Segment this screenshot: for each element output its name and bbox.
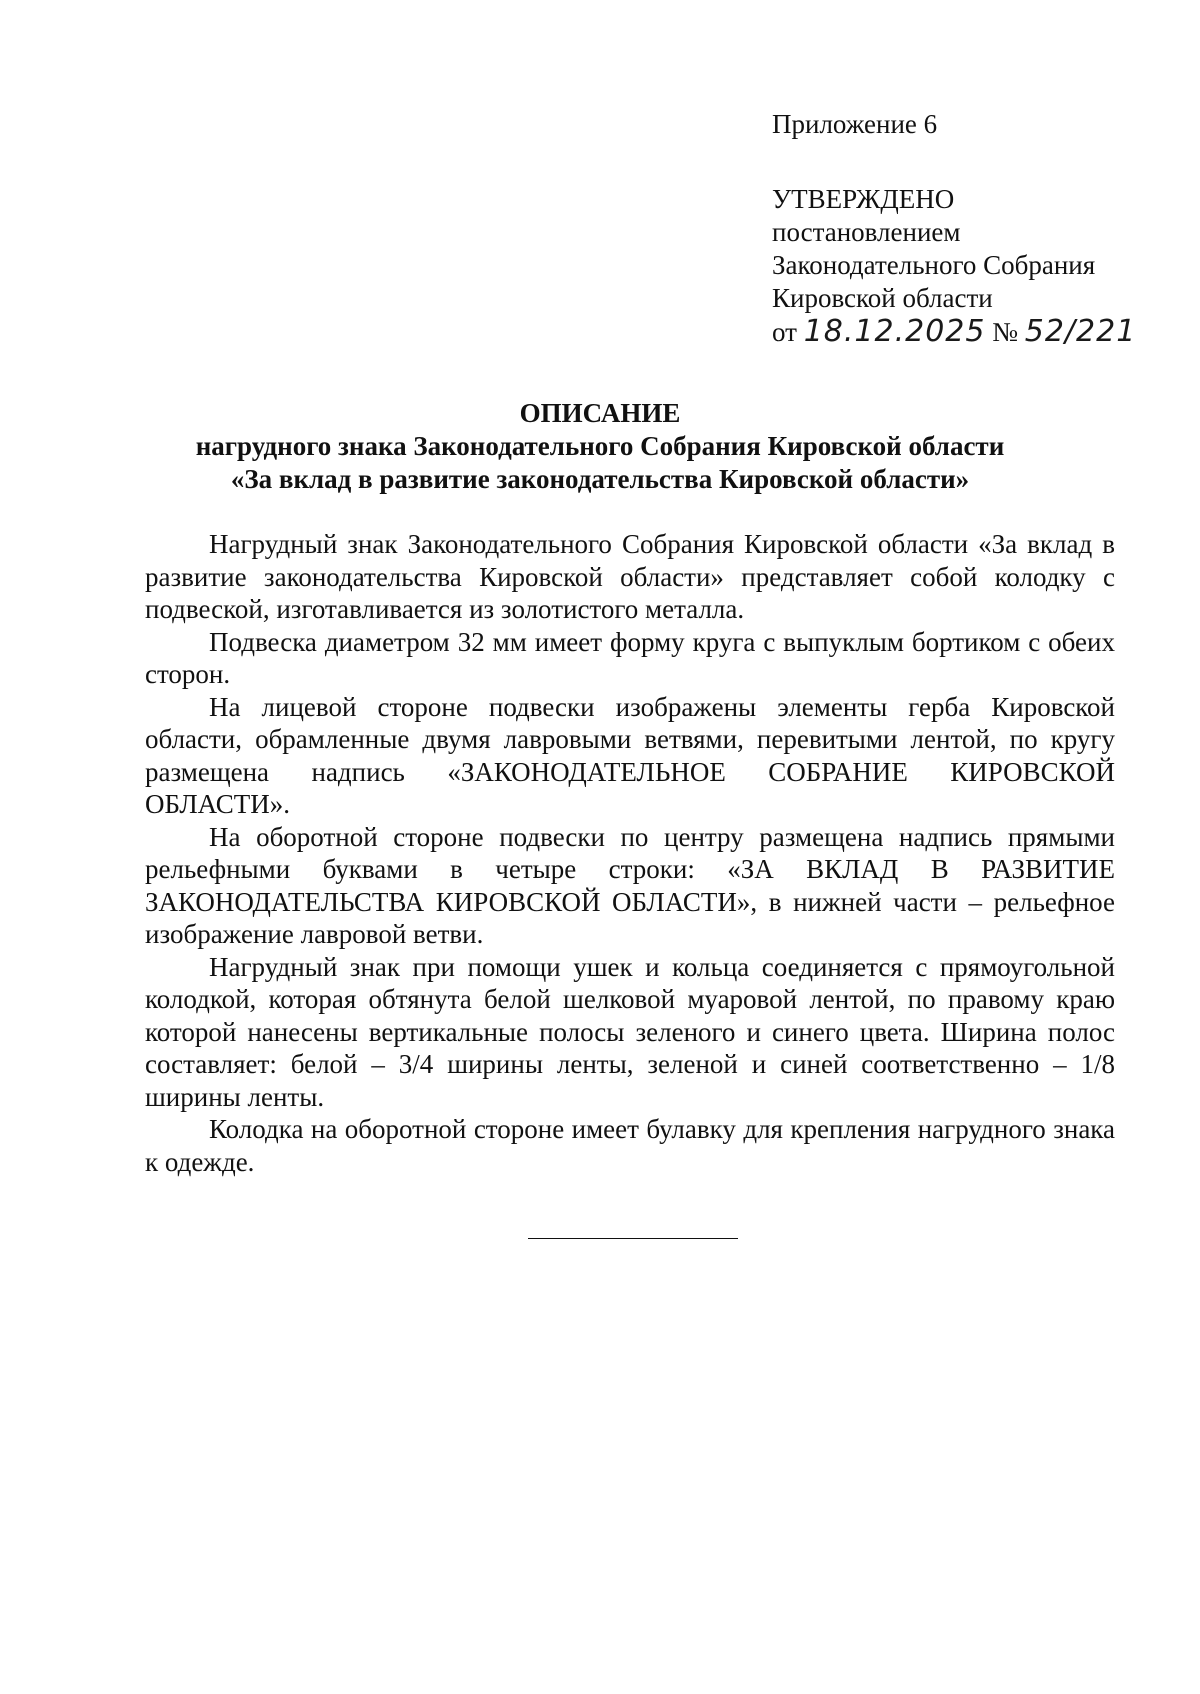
paragraph: Нагрудный знак Законодательного Собрания Кировской области «За вклад в развитие законодательства Кировской области» представляет собой колодку с подвеской, изготавливается из золотистого металла. [145, 529, 1115, 624]
number-label: № [992, 317, 1018, 347]
title-heading: ОПИСАНИЕ [519, 398, 681, 428]
paragraph: На оборотной стороне подвески по центру размещена надпись прямыми рельефными буквами в четыре строки: «ЗА ВКЛАД В РАЗВИТИЕ ЗАКОНОДАТЕЛЬСТВА КИРОВСКОЙ ОБЛАСТИ», в нижней части – рельефное изображение лавровой ветви. [145, 821, 1115, 949]
paragraph: Подвеска диаметром 32 мм имеет форму круга с выпуклым бортиком с обеих сторон. [145, 626, 1115, 689]
approval-line-resolution: постановлением [772, 217, 961, 247]
approval-date-line [772, 315, 1172, 349]
annex-label: Приложение 6 [772, 109, 938, 139]
approval-line-region: Кировской области [772, 283, 993, 313]
from-label: от [772, 317, 797, 347]
paragraph: Колодка на оборотной стороне имеет булавку для крепления нагрудного знака к одежде. [145, 1114, 1115, 1177]
handwritten-number: 52/221 [1024, 314, 1137, 349]
title-subtitle-2: «За вклад в развитие законодательства Кировской области» [230, 464, 970, 494]
approval-block [772, 108, 1172, 349]
handwritten-date: 18.12.2025 [803, 314, 986, 349]
approval-line-assembly: Законодательного Собрания [772, 250, 1096, 280]
approved-stamp-text: УТВЕРЖДЕНО [772, 184, 955, 214]
title-subtitle-1: нагрудного знака Законодательного Собрания Кировской области [195, 431, 1005, 461]
document-title [0, 397, 1200, 496]
paragraph: Нагрудный знак при помощи ушек и кольца соединяется с прямоугольной колодкой, которая обтянута белой шелковой муаровой лентой, по правому краю которой нанесены вертикальные полосы зеленого и синего цвета. Ширина полос составляет: белой – 3/4 ширины ленты, зеленой и синей соответственно – 1/8 ширины ленты. [145, 951, 1115, 1112]
document-body [145, 528, 1115, 1178]
end-divider [528, 1238, 738, 1239]
paragraph: На лицевой стороне подвески изображены элементы герба Кировской области, обрамленные двумя лавровыми ветвями, перевитыми лентой, по кругу размещена надпись «ЗАКОНОДАТЕЛЬНОЕ СОБРАНИЕ КИРОВСКОЙ ОБЛАСТИ». [145, 691, 1115, 819]
